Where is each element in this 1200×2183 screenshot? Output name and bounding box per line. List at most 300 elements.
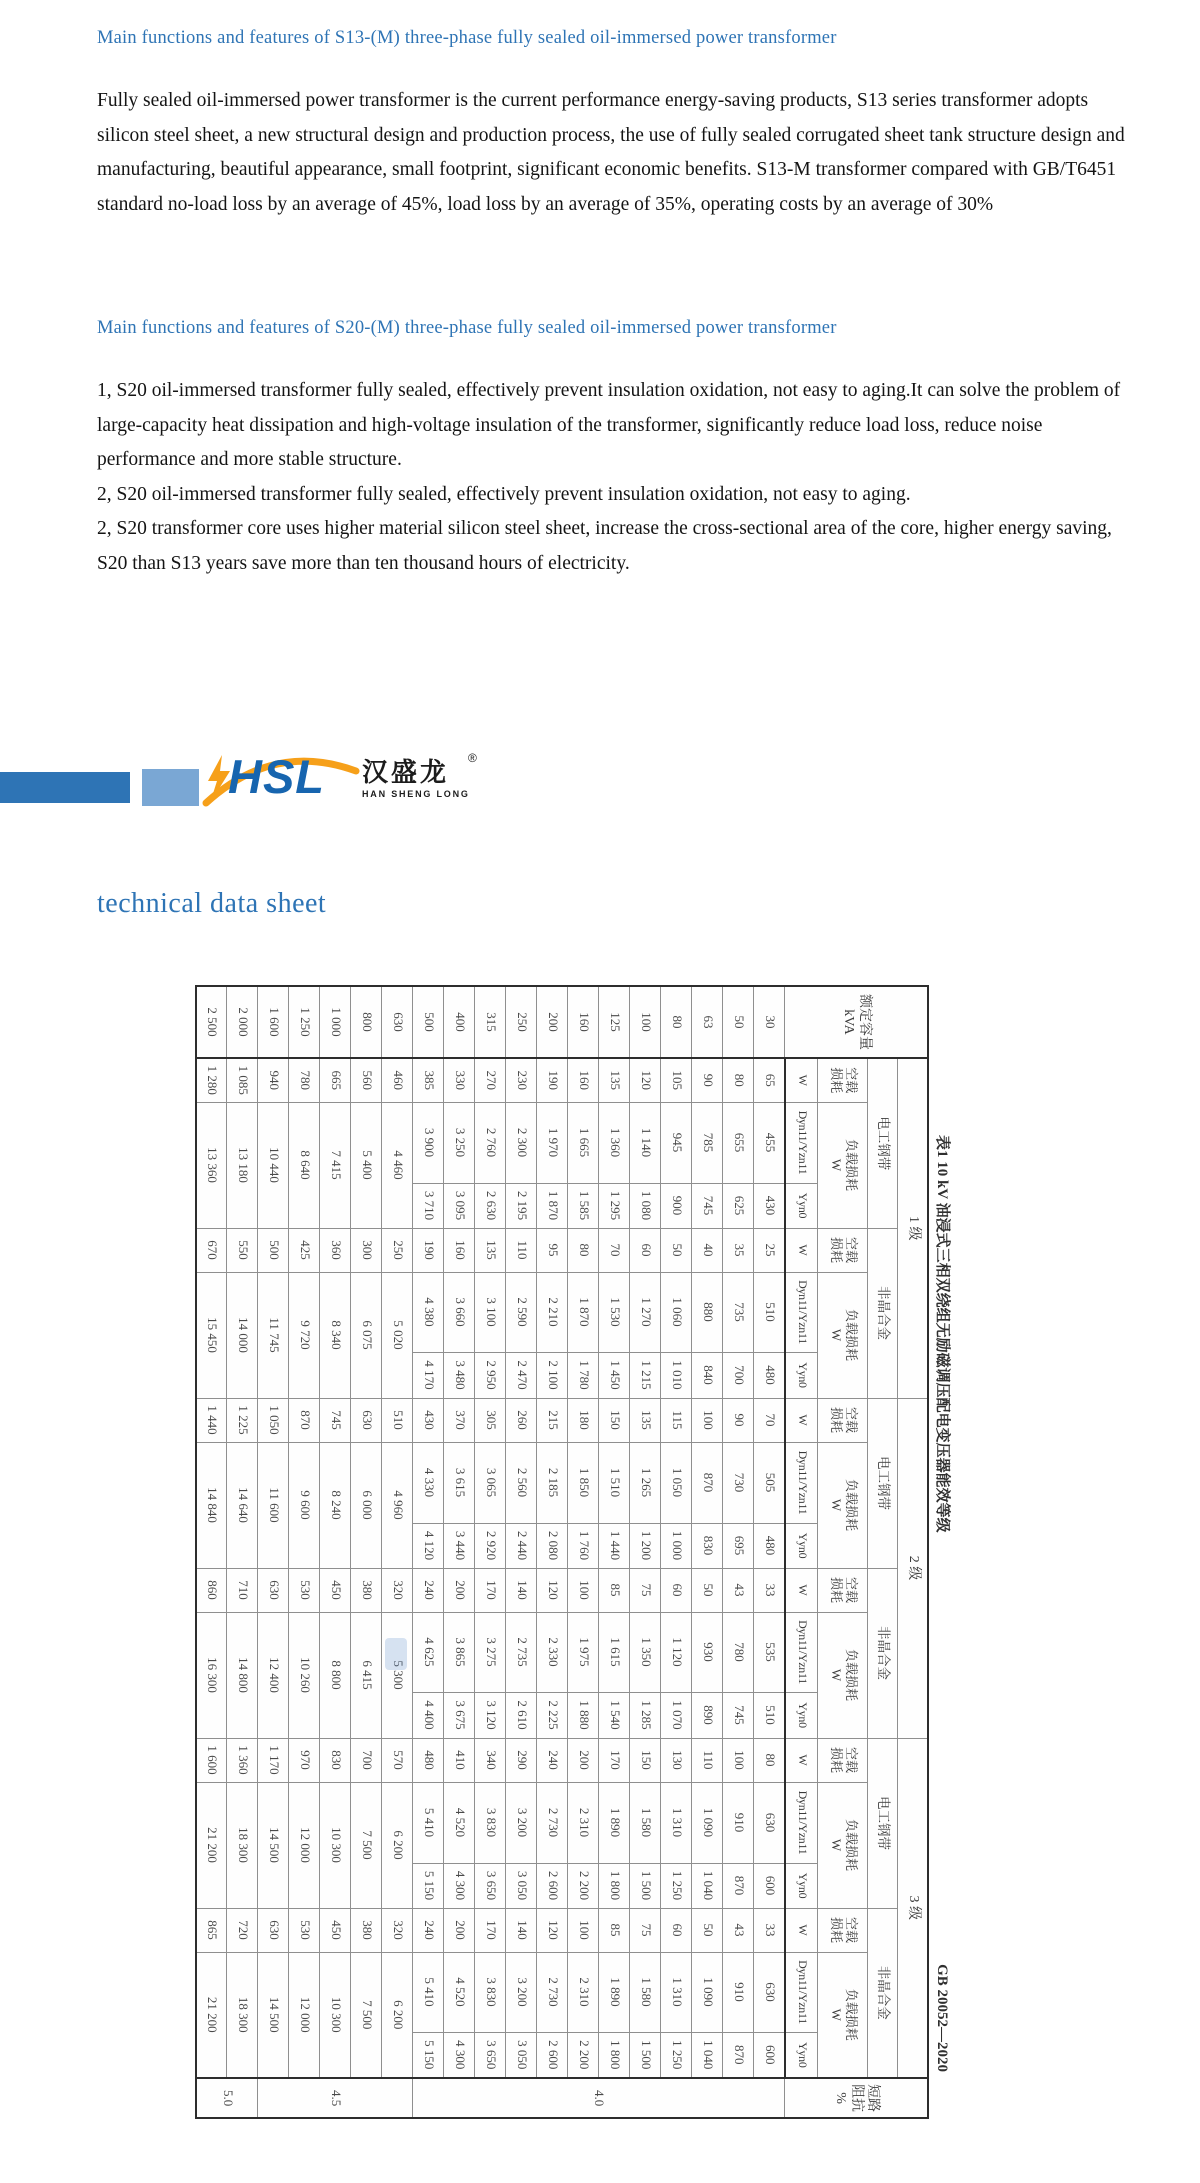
kva-cell: 1 000 (320, 986, 351, 1058)
value-cell: 1 800 (599, 1863, 630, 1908)
impedance-cell: 5.0 (196, 2078, 258, 2118)
value-cell: 320 (382, 1568, 413, 1612)
value-cell: 90 (723, 1398, 754, 1442)
value-cell: 150 (599, 1398, 630, 1442)
rotated-table-wrapper (197, 985, 969, 2117)
value-cell: 7 415 (320, 1102, 351, 1228)
value-cell: 2 610 (506, 1692, 537, 1738)
value-cell: 1 050 (258, 1398, 289, 1442)
value-cell: 2 470 (506, 1352, 537, 1398)
value-cell: 5 410 (413, 1952, 444, 2032)
table-row (475, 986, 506, 2118)
value-cell: 410 (444, 1738, 475, 1782)
value-cell: 135 (475, 1228, 506, 1272)
value-cell: 1 200 (630, 1523, 661, 1568)
vector-group-header: Dyn11/Yzn11 (785, 1782, 818, 1863)
value-cell: 1 270 (630, 1272, 661, 1352)
value-cell: 2 630 (475, 1183, 506, 1228)
material-header: 非晶合金 (868, 1568, 898, 1738)
value-cell: 430 (413, 1398, 444, 1442)
value-cell: 43 (723, 1908, 754, 1952)
value-cell: 670 (196, 1228, 227, 1272)
value-cell: 1 140 (630, 1102, 661, 1183)
value-cell: 890 (692, 1692, 723, 1738)
value-cell: 65 (754, 1058, 785, 1102)
value-cell: 945 (661, 1102, 692, 1183)
value-cell: 270 (475, 1058, 506, 1102)
value-cell: 1 215 (630, 1352, 661, 1398)
value-cell: 1 360 (599, 1102, 630, 1183)
material-header: 电工钢带 (868, 1058, 898, 1228)
value-cell: 550 (227, 1228, 258, 1272)
value-cell: 745 (320, 1398, 351, 1442)
value-cell: 140 (506, 1568, 537, 1612)
value-cell: 80 (723, 1058, 754, 1102)
value-cell: 1 800 (599, 2032, 630, 2078)
value-cell: 1 050 (661, 1442, 692, 1523)
table-row (630, 986, 661, 2118)
value-cell: 8 800 (320, 1612, 351, 1738)
value-cell: 4 300 (444, 1863, 475, 1908)
value-cell: 910 (723, 1782, 754, 1863)
kva-cell: 80 (661, 986, 692, 1058)
paragraph-s20-3: 2, S20 transformer core uses higher material silicon steel sheet, increase the cross-sectional area of the core, higher energy saving, S20 than S13 years save more than ten thousand hours of electricity. (97, 518, 1112, 574)
value-cell: 85 (599, 1568, 630, 1612)
value-cell: 510 (754, 1692, 785, 1738)
value-cell: 330 (444, 1058, 475, 1102)
paragraph-s20-block (97, 374, 1137, 582)
value-cell: 120 (537, 1908, 568, 1952)
value-cell: 4 520 (444, 1782, 475, 1863)
value-cell: 14 640 (227, 1442, 258, 1568)
kva-cell: 400 (444, 986, 475, 1058)
impedance-cell: 4.0 (413, 2078, 785, 2118)
logo-chinese-block (362, 759, 470, 799)
value-cell: 1 975 (568, 1612, 599, 1692)
grade-header: 2 级 (898, 1398, 928, 1738)
value-cell: 130 (661, 1738, 692, 1782)
value-cell: 1 040 (692, 1863, 723, 1908)
vector-group-header: Dyn11/Yzn11 (785, 1952, 818, 2032)
value-cell: 780 (723, 1612, 754, 1692)
value-cell: 1 280 (196, 1058, 227, 1102)
paragraph-s20-2: 2, S20 oil-immersed transformer fully sealed, effectively prevent insulation oxidation, not easy to aging. (97, 483, 911, 505)
value-cell: 3 440 (444, 1523, 475, 1568)
impedance-cell: 4.5 (258, 2078, 413, 2118)
value-cell: 4 380 (413, 1272, 444, 1352)
value-cell: 425 (289, 1228, 320, 1272)
section-heading-s13: Main functions and features of S13-(M) three-phase fully sealed oil-immersed power transformer (97, 28, 837, 48)
value-cell: 380 (351, 1908, 382, 1952)
material-header: 非晶合金 (868, 1908, 898, 2078)
value-cell: 720 (227, 1908, 258, 1952)
value-cell: 2 730 (537, 1782, 568, 1863)
value-cell: 135 (630, 1398, 661, 1442)
value-cell: 2 080 (537, 1523, 568, 1568)
logo-block (0, 745, 560, 820)
value-cell: 50 (661, 1228, 692, 1272)
value-cell: 2 440 (506, 1523, 537, 1568)
value-cell: 1 500 (630, 2032, 661, 2078)
value-cell: 230 (506, 1058, 537, 1102)
table-row (599, 986, 630, 2118)
watt-header: W (785, 1908, 818, 1952)
value-cell: 1 070 (661, 1692, 692, 1738)
value-cell: 1 665 (568, 1102, 599, 1183)
kva-cell: 800 (351, 986, 382, 1058)
value-cell: 880 (692, 1272, 723, 1352)
value-cell: 95 (537, 1228, 568, 1272)
value-cell: 5 150 (413, 2032, 444, 2078)
table-row (196, 986, 227, 2118)
value-cell: 2 600 (537, 2032, 568, 2078)
value-cell: 9 720 (289, 1272, 320, 1398)
value-cell: 2 950 (475, 1352, 506, 1398)
value-cell: 85 (599, 1908, 630, 1952)
value-cell: 43 (723, 1568, 754, 1612)
kva-cell: 630 (382, 986, 413, 1058)
value-cell: 1 440 (599, 1523, 630, 1568)
value-cell: 2 225 (537, 1692, 568, 1738)
vector-group-header: Dyn11/Yzn11 (785, 1102, 818, 1183)
value-cell: 2 600 (537, 1863, 568, 1908)
paragraph-s20-1: 1, S20 oil-immersed transformer fully sealed, effectively prevent insulation oxidation, not easy to aging.It can solve the problem of large-capacity heat dissipation and high-voltage insulation of the transformer, significantly reduce load loss, reduce noise performance and more stable structure. (97, 380, 1121, 471)
grade-header: 1 级 (898, 1058, 928, 1398)
value-cell: 3 065 (475, 1442, 506, 1523)
value-cell: 665 (320, 1058, 351, 1102)
value-cell: 1 850 (568, 1442, 599, 1523)
value-cell: 2 560 (506, 1442, 537, 1523)
value-cell: 2 310 (568, 1952, 599, 2032)
no-load-header: 空载 损耗 (818, 1908, 868, 1952)
value-cell: 600 (754, 2032, 785, 2078)
value-cell: 1 295 (599, 1183, 630, 1228)
value-cell: 870 (723, 1863, 754, 1908)
value-cell: 140 (506, 1908, 537, 1952)
value-cell: 2 195 (506, 1183, 537, 1228)
value-cell: 120 (537, 1568, 568, 1612)
value-cell: 3 675 (444, 1692, 475, 1738)
value-cell: 180 (568, 1398, 599, 1442)
value-cell: 630 (754, 1782, 785, 1863)
value-cell: 700 (723, 1352, 754, 1398)
value-cell: 4 300 (444, 2032, 475, 2078)
capacity-header: 额定容量 kVA (785, 986, 928, 1058)
value-cell: 2 730 (537, 1952, 568, 2032)
section-heading-s20: Main functions and features of S20-(M) three-phase fully sealed oil-immersed power transformer (97, 318, 837, 338)
value-cell: 70 (754, 1398, 785, 1442)
kva-cell: 125 (599, 986, 630, 1058)
value-cell: 600 (754, 1863, 785, 1908)
value-cell: 150 (630, 1738, 661, 1782)
value-cell: 8 340 (320, 1272, 351, 1398)
watt-header: W (785, 1738, 818, 1782)
value-cell: 655 (723, 1102, 754, 1183)
value-cell: 1 250 (661, 2032, 692, 2078)
table-caption-title: 表1 10 kV 油浸式三相双绕组无励磁调压配电变压器能效等级 (934, 1135, 950, 1533)
table-row (444, 986, 475, 2118)
no-load-header: 空载 损耗 (818, 1058, 868, 1102)
value-cell: 2 185 (537, 1442, 568, 1523)
value-cell: 1 000 (661, 1523, 692, 1568)
value-cell: 530 (289, 1568, 320, 1612)
value-cell: 1 890 (599, 1952, 630, 2032)
kva-cell: 160 (568, 986, 599, 1058)
value-cell: 1 600 (196, 1738, 227, 1782)
value-cell: 1 880 (568, 1692, 599, 1738)
kva-cell: 1 250 (289, 986, 320, 1058)
value-cell: 16 300 (196, 1612, 227, 1738)
value-cell: 200 (444, 1568, 475, 1612)
value-cell: 1 870 (537, 1183, 568, 1228)
value-cell: 3 120 (475, 1692, 506, 1738)
value-cell: 3 480 (444, 1352, 475, 1398)
value-cell: 190 (413, 1228, 444, 1272)
table-row (754, 986, 785, 2118)
value-cell: 3 100 (475, 1272, 506, 1352)
value-cell: 360 (320, 1228, 351, 1272)
value-cell: 2 200 (568, 1863, 599, 1908)
kva-cell: 315 (475, 986, 506, 1058)
value-cell: 380 (351, 1568, 382, 1612)
value-cell: 530 (289, 1908, 320, 1952)
value-cell: 305 (475, 1398, 506, 1442)
value-cell: 3 250 (444, 1102, 475, 1183)
value-cell: 100 (568, 1908, 599, 1952)
header-row-materials (868, 986, 898, 2118)
value-cell: 5 150 (413, 1863, 444, 1908)
value-cell: 3 830 (475, 1782, 506, 1863)
value-cell: 455 (754, 1102, 785, 1183)
value-cell: 4 330 (413, 1442, 444, 1523)
value-cell: 240 (413, 1908, 444, 1952)
vector-group-header: Yyn0 (785, 1523, 818, 1568)
value-cell: 14 800 (227, 1612, 258, 1738)
registered-mark: ® (468, 751, 477, 765)
value-cell: 7 500 (351, 1782, 382, 1908)
kva-cell: 63 (692, 986, 723, 1058)
value-cell: 260 (506, 1398, 537, 1442)
value-cell: 215 (537, 1398, 568, 1442)
value-cell: 3 050 (506, 2032, 537, 2078)
value-cell: 105 (661, 1058, 692, 1102)
value-cell: 1 585 (568, 1183, 599, 1228)
value-cell: 3 650 (475, 2032, 506, 2078)
value-cell: 3 865 (444, 1612, 475, 1692)
watt-header: W (785, 1058, 818, 1102)
value-cell: 535 (754, 1612, 785, 1692)
value-cell: 4 170 (413, 1352, 444, 1398)
value-cell: 710 (227, 1568, 258, 1612)
value-cell: 1 170 (258, 1738, 289, 1782)
value-cell: 15 450 (196, 1272, 227, 1398)
table-row (661, 986, 692, 2118)
value-cell: 940 (258, 1058, 289, 1102)
value-cell: 4 960 (382, 1442, 413, 1568)
value-cell: 2 760 (475, 1102, 506, 1183)
value-cell: 460 (382, 1058, 413, 1102)
value-cell: 8 640 (289, 1102, 320, 1228)
value-cell: 2 100 (537, 1352, 568, 1398)
table-row (382, 986, 413, 2118)
value-cell: 630 (351, 1398, 382, 1442)
value-cell: 510 (382, 1398, 413, 1442)
value-cell: 1 090 (692, 1782, 723, 1863)
kva-cell: 2 500 (196, 986, 227, 1058)
value-cell: 480 (413, 1738, 444, 1782)
load-header: 负载损耗 W (818, 1612, 868, 1738)
value-cell: 7 500 (351, 1952, 382, 2078)
table-caption (929, 985, 969, 2117)
value-cell: 60 (661, 1568, 692, 1612)
value-cell: 1 310 (661, 1952, 692, 2032)
value-cell: 240 (413, 1568, 444, 1612)
energy-table (195, 985, 929, 2119)
value-cell: 2 210 (537, 1272, 568, 1352)
value-cell: 8 240 (320, 1442, 351, 1568)
value-cell: 870 (692, 1442, 723, 1523)
value-cell: 1 580 (630, 1952, 661, 2032)
value-cell: 510 (754, 1272, 785, 1352)
value-cell: 9 600 (289, 1442, 320, 1568)
vector-group-header: Yyn0 (785, 1352, 818, 1398)
value-cell: 50 (692, 1568, 723, 1612)
value-cell: 1 615 (599, 1612, 630, 1692)
value-cell: 250 (382, 1228, 413, 1272)
value-cell: 100 (568, 1568, 599, 1612)
value-cell: 25 (754, 1228, 785, 1272)
value-cell: 21 200 (196, 1952, 227, 2078)
value-cell: 12 000 (289, 1952, 320, 2078)
value-cell: 11 745 (258, 1272, 289, 1398)
value-cell: 18 300 (227, 1782, 258, 1908)
value-cell: 6 075 (351, 1272, 382, 1398)
value-cell: 120 (630, 1058, 661, 1102)
watt-header: W (785, 1398, 818, 1442)
header-row-vector (785, 986, 818, 2118)
value-cell: 50 (692, 1908, 723, 1952)
vector-group-header: Dyn11/Yzn11 (785, 1612, 818, 1692)
value-cell: 3 900 (413, 1102, 444, 1183)
value-cell: 1 285 (630, 1692, 661, 1738)
value-cell: 33 (754, 1908, 785, 1952)
value-cell: 1 970 (537, 1102, 568, 1183)
value-cell: 200 (444, 1908, 475, 1952)
value-cell: 780 (289, 1058, 320, 1102)
value-cell: 860 (196, 1568, 227, 1612)
value-cell: 840 (692, 1352, 723, 1398)
value-cell: 5 410 (413, 1782, 444, 1863)
watt-header: W (785, 1568, 818, 1612)
kva-cell: 500 (413, 986, 444, 1058)
grade-header: 3 级 (898, 1738, 928, 2078)
value-cell: 14 000 (227, 1272, 258, 1398)
value-cell: 2 735 (506, 1612, 537, 1692)
value-cell: 2 300 (506, 1102, 537, 1183)
value-cell: 13 180 (227, 1102, 258, 1228)
table-row (289, 986, 320, 2118)
no-load-header: 空载 损耗 (818, 1568, 868, 1612)
value-cell: 1 530 (599, 1272, 630, 1352)
material-header: 非晶合金 (868, 1228, 898, 1398)
value-cell: 1 510 (599, 1442, 630, 1523)
value-cell: 3 650 (475, 1863, 506, 1908)
value-cell: 735 (723, 1272, 754, 1352)
value-cell: 5 300 (382, 1612, 413, 1738)
value-cell: 35 (723, 1228, 754, 1272)
value-cell: 570 (382, 1738, 413, 1782)
value-cell: 300 (351, 1228, 382, 1272)
table-row (568, 986, 599, 2118)
value-cell: 10 260 (289, 1612, 320, 1738)
value-cell: 240 (537, 1738, 568, 1782)
value-cell: 2 330 (537, 1612, 568, 1692)
value-cell: 1 090 (692, 1952, 723, 2032)
value-cell: 450 (320, 1908, 351, 1952)
table-row (413, 986, 444, 2118)
value-cell: 865 (196, 1908, 227, 1952)
value-cell: 4 400 (413, 1692, 444, 1738)
logo-sub-name: HAN SHENG LONG (362, 789, 470, 799)
value-cell: 5 400 (351, 1102, 382, 1228)
kva-cell: 50 (723, 986, 754, 1058)
value-cell: 115 (661, 1398, 692, 1442)
value-cell: 1 010 (661, 1352, 692, 1398)
value-cell: 1 780 (568, 1352, 599, 1398)
value-cell: 900 (661, 1183, 692, 1228)
value-cell: 745 (723, 1692, 754, 1738)
logo-hsl-text: HSL (228, 750, 325, 803)
header-row-grades (898, 986, 928, 2118)
value-cell: 3 710 (413, 1183, 444, 1228)
value-cell: 1 265 (630, 1442, 661, 1523)
value-cell: 630 (258, 1908, 289, 1952)
value-cell: 33 (754, 1568, 785, 1612)
value-cell: 830 (320, 1738, 351, 1782)
vector-group-header: Yyn0 (785, 1863, 818, 1908)
value-cell: 1 500 (630, 1863, 661, 1908)
kva-cell: 30 (754, 986, 785, 1058)
kva-cell: 200 (537, 986, 568, 1058)
logo-chinese-name: 汉盛龙 (362, 757, 450, 787)
value-cell: 1 870 (568, 1272, 599, 1352)
value-cell: 830 (692, 1523, 723, 1568)
table-row (537, 986, 568, 2118)
value-cell: 75 (630, 1908, 661, 1952)
table-zone (197, 985, 969, 2117)
value-cell: 320 (382, 1908, 413, 1952)
load-header: 负载损耗 W (818, 1442, 868, 1568)
value-cell: 10 300 (320, 1952, 351, 2078)
value-cell: 60 (630, 1228, 661, 1272)
value-cell: 60 (661, 1908, 692, 1952)
value-cell: 430 (754, 1183, 785, 1228)
value-cell: 1 440 (196, 1398, 227, 1442)
value-cell: 730 (723, 1442, 754, 1523)
value-cell: 745 (692, 1183, 723, 1228)
value-cell: 340 (475, 1738, 506, 1782)
vector-group-header: Dyn11/Yzn11 (785, 1442, 818, 1523)
value-cell: 630 (754, 1952, 785, 2032)
value-cell: 14 500 (258, 1782, 289, 1908)
vector-group-header: Dyn11/Yzn11 (785, 1272, 818, 1352)
value-cell: 170 (475, 1908, 506, 1952)
kva-cell: 2 000 (227, 986, 258, 1058)
no-load-header: 空载 损耗 (818, 1228, 868, 1272)
value-cell: 70 (599, 1228, 630, 1272)
table-row (506, 986, 537, 2118)
value-cell: 200 (568, 1738, 599, 1782)
